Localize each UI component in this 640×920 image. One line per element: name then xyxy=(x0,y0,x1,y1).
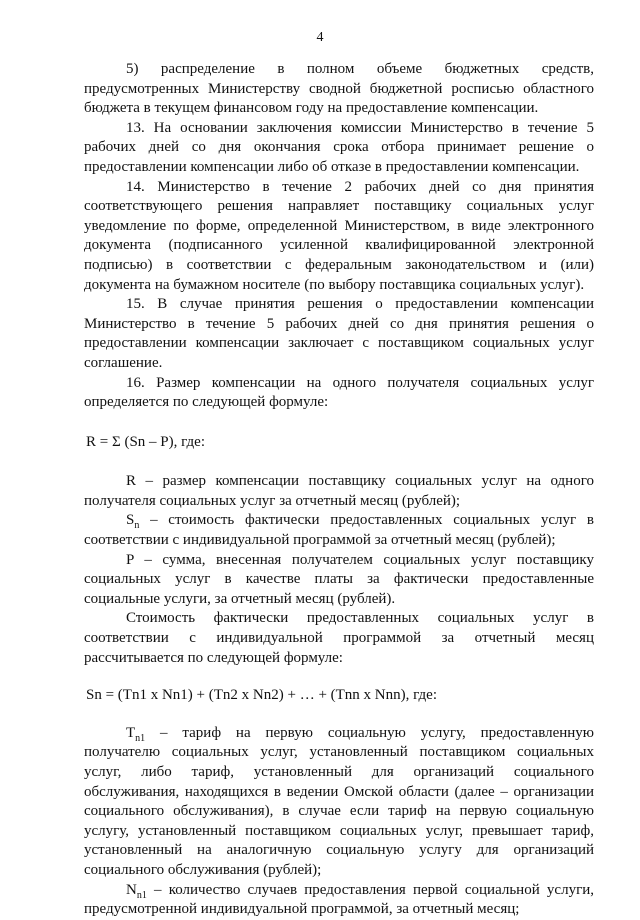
definition-nn1-subscript: n1 xyxy=(136,889,147,901)
paragraph-16: 16. Размер компенсации на одного получателя социальных услуг определяется по следующей формуле: xyxy=(84,374,594,411)
definition-nn1-text: – количество случаев предоставления первой социальной услуги, предусмотренной индивидуальной программой, за отчетный месяц; xyxy=(84,881,594,918)
definition-sn-text: – стоимость фактически предоставленных социальных услуг в соответствии с индивидуальной программой за отчетный месяц (рублей); xyxy=(84,512,594,549)
formula-sn-text: Sn = (Tn1 x Nn1) + (Tn2 x Nn2) + … + (Tnn x Nnn), где: xyxy=(86,687,437,704)
formula-r-text: R = Σ (Sn – P), где: xyxy=(86,433,205,450)
page-number: 4 xyxy=(316,30,324,45)
paragraph-13: 13. На основании заключения комиссии Министерство в течение 5 рабочих дней со дня окончания срока отбора принимает решение о предоставлении компенсации либо об отказе в предоставлении компенсации. xyxy=(84,119,594,175)
definition-tn1-symbol: T xyxy=(126,724,136,741)
definition-tn1-text: – тариф на первую социальную услугу, предоставленную получателю социальных услуг, установленный поставщиком социальных услуг, либо тариф, установленный для организаций социального обслуживания, находящихся в ведении Омской области (далее – организации социального обслуживания), в случае если тариф на первую социальную услугу, установленный поставщиком социальных услуг, превышает тариф, установленный на аналогичную социальную услугу для организаций социального обслуживания (рублей); xyxy=(84,724,594,878)
definition-sn xyxy=(84,511,594,550)
paragraph-5: 5) распределение в полном объеме бюджетных средств, предусмотренных Министерству сводной бюджетной росписью областного бюджета в текущем финансовом году на предоставление компенсации. xyxy=(84,61,594,117)
formula-sn xyxy=(84,686,594,706)
formula-r xyxy=(84,433,594,453)
definition-nn1-symbol: N xyxy=(126,881,137,898)
definition-p: P – сумма, внесенная получателем социальных услуг поставщику социальных услуг в качестве платы за фактически предоставленные социальные услуги, за отчетный месяц (рублей). xyxy=(84,551,594,607)
definition-tn1-subscript: n1 xyxy=(135,732,146,744)
cost-paragraph-line2: рассчитывается по следующей формуле: xyxy=(84,649,343,666)
definition-tn1 xyxy=(84,724,594,881)
definition-nn1 xyxy=(84,881,594,920)
document-body xyxy=(84,60,594,920)
definition-sn-symbol: S xyxy=(126,512,135,529)
definition-sn-subscript: n xyxy=(134,520,140,532)
cost-paragraph-line1: Стоимость фактически предоставленных социальных услуг в соответствии с индивидуальной программой за отчетный месяц xyxy=(84,610,594,647)
definition-r: R – размер компенсации поставщику социальных услуг на одного получателя социальных услуг за отчетный месяц (рублей); xyxy=(84,473,594,509)
paragraph-15: 15. В случае принятия решения о предоставлении компенсации Министерство в течение 5 рабочих дней со дня принятия решения о предоставлении компенсации заключает с поставщиком социальных услуг соглашение. xyxy=(84,296,594,371)
paragraph-14: 14. Министерство в течение 2 рабочих дней со дня принятия соответствующего решения направляет поставщику социальных услуг уведомление по форме, определенной Министерством, в виде электронного документа (подписанного усиленной квалифицированной электронной подписью) в соответствии с федеральным законодательством и (или) документа на бумажном носителе (по выбору поставщика социальных услуг). xyxy=(84,178,594,293)
